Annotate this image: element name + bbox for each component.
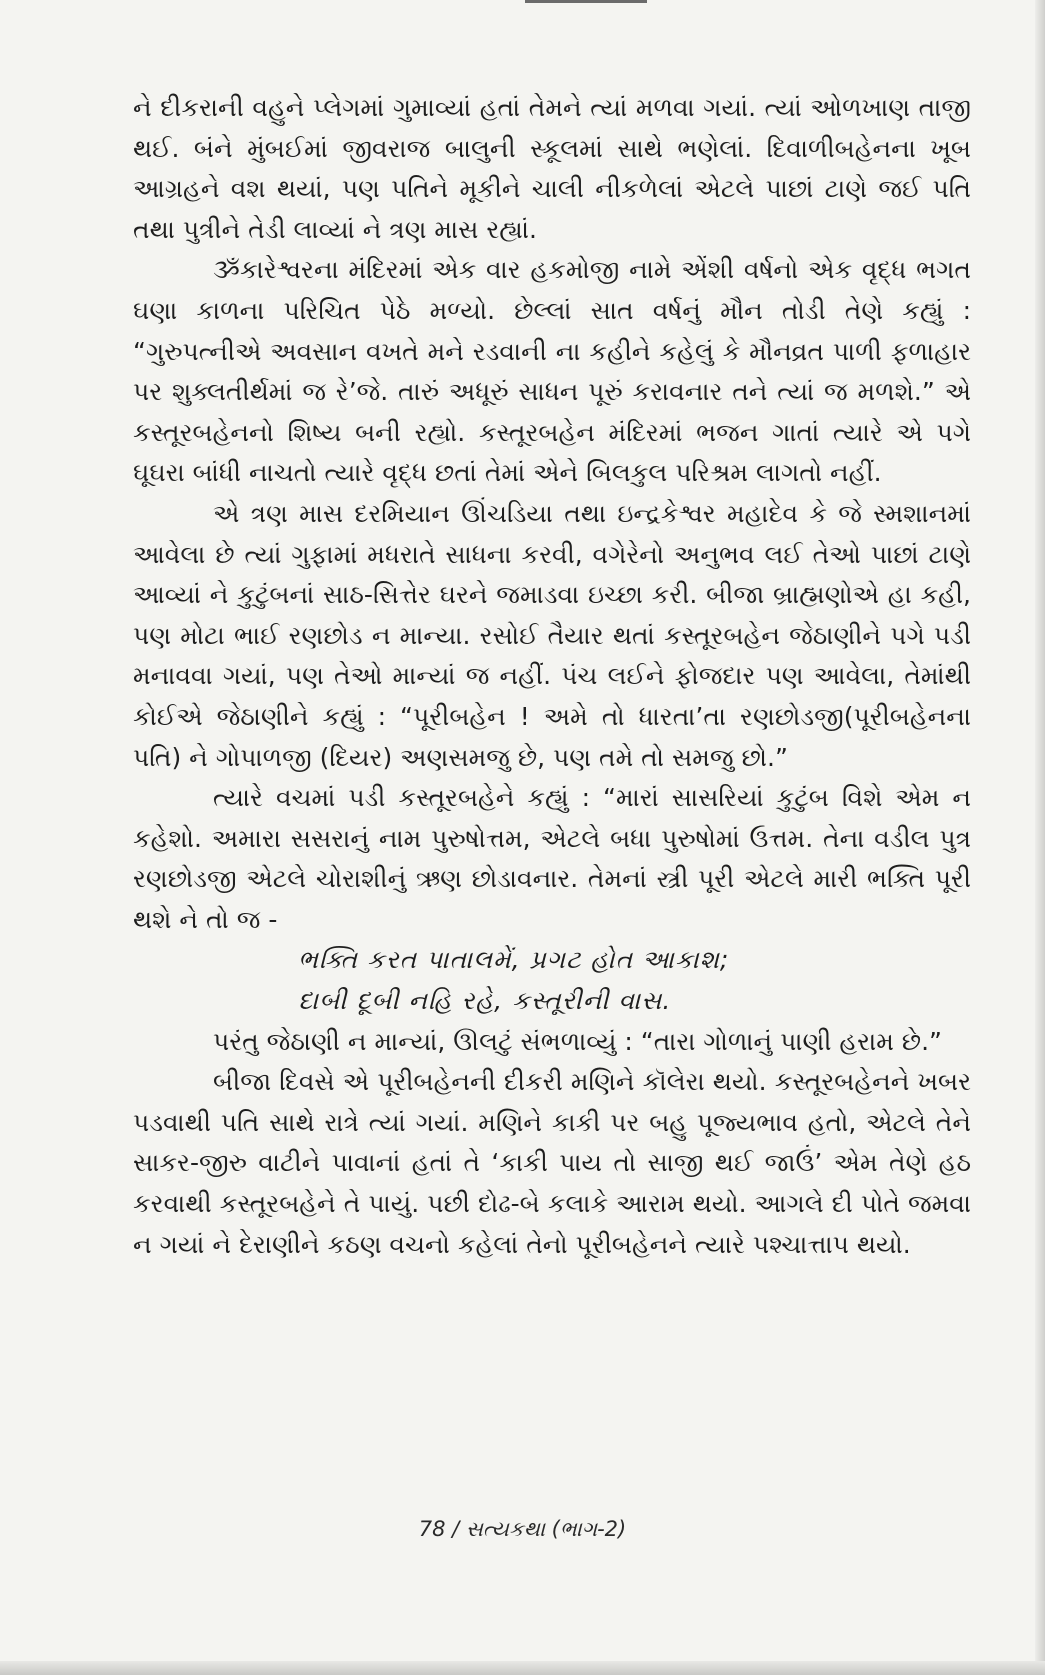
page-footer: 78 / સત્યકથા (ભાગ-2) (418, 1517, 627, 1541)
verse-line-1: ભક્તિ કરત પાતાલમેં, પ્રગટ હોત આકાશ; (298, 945, 730, 975)
paragraph-1: ને દીકરાની વહુને પ્લેગમાં ગુમાવ્યાં હતાં તેમને ત્યાં મળવા ગયાં. ત્યાં ઓળખાણ તાજી થઈ. બંને મુંબઈમાં જીવરાજ બાલુની સ્કૂલમાં સાથે ભણેલાં. દિવાળીબહેનના ખૂબ આગ્રહને વશ થયાં, પણ પતિને મૂકીને ચાલી નીકળેલાં એટલે પાછાં ટાણે જઈ પતિ તથા પુત્રીને તેડી લાવ્યાં ને ત્રણ માસ રહ્યાં. (133, 93, 971, 244)
page-edge-shadow-bottom (0, 1661, 1045, 1675)
body-text (133, 88, 971, 1265)
paragraph-3: એ ત્રણ માસ દરમિયાન ઊંચડિયા તથા ઇન્દ્રકેશ્વર મહાદેવ કે જે સ્મશાનમાં આવેલા છે ત્યાં ગુફામાં મધરાતે સાધના કરવી, વગેરેનો અનુભવ લઈ તેઓ પાછાં ટાણે આવ્યાં ને કુટુંબનાં સાઠ-સિત્તેર ઘરને જમાડવા ઇચ્છા કરી. બીજા બ્રાહ્મણોએ હા કહી, પણ મોટા ભાઈ રણછોડ ન માન્યા. રસોઈ તૈયાર થતાં કસ્તૂરબહેન જેઠાણીને પગે પડી મનાવવા ગયાં, પણ તેઓ માન્યાં જ નહીં. પંચ લઈને ફોજદાર પણ આવેલા, તેમાંથી કોઈએ જેઠાણીને કહ્યું : “પૂરીબહેન ! અમે તો ધારતા’તા રણછોડજી(પૂરીબહેનના પતિ) ને ગોપાળજી (દિયર) અણસમજુ છે, પણ તમે તો સમજુ છો.” (133, 498, 971, 772)
paragraph-6: બીજા દિવસે એ પૂરીબહેનની દીકરી મણિને કૉલેરા થયો. કસ્તૂરબહેનને ખબર પડવાથી પતિ સાથે રાત્રે ત્યાં ગયાં. મણિને કાકી પર બહુ પૂજ્યભાવ હતો, એટલે તેને સાકર-જીરુ વાટીને પાવાનાં હતાં તે ‘કાકી પાય તો સાજી થઈ જાઉં’ એમ તેણે હઠ કરવાથી કસ્તૂરબહેને તે પાયું. પછી દોઢ-બે કલાકે આરામ થયો. આગલે દી પોતે જમવા ન ગયાં ને દેરાણીને કઠણ વચનો કહેલાં તેનો પૂરીબહેનને ત્યારે પશ્ચાત્તાપ થયો. (133, 1067, 971, 1259)
page-edge-shadow-right (1035, 0, 1045, 1675)
paragraph-2: ૐકારેશ્વરના મંદિરમાં એક વાર હકમોજી નામે એંશી વર્ષનો એક વૃદ્ધ ભગત ઘણા કાળના પરિચિત પેઠે મળ્યો. છેલ્લાં સાત વર્ષનું મૌન તોડી તેણે કહ્યું : “ગુરુપત્નીએ અવસાન વખતે મને રડવાની ના કહીને કહેલું કે મૌનવ્રત પાળી ફળાહાર પર શુક્લતીર્થમાં જ રે’જે. તારું અધૂરું સાધન પૂરું કરાવનાર તને ત્યાં જ મળશે.” એ કસ્તૂરબહેનનો શિષ્ય બની રહ્યો. કસ્તૂરબહેન મંદિરમાં ભજન ગાતાં ત્યારે એ પગે ઘૂઘરા બાંધી નાચતો ત્યારે વૃદ્ધ છતાં તેમાં એને બિલકુલ પરિશ્રમ લાગતો નહીં. (133, 255, 971, 488)
paragraph-5: પરંતુ જેઠાણી ન માન્યાં, ઊલટું સંભળાવ્યું : “તારા ગોળાનું પાણી હરામ છે.” (213, 1026, 943, 1056)
paragraph-4: ત્યારે વચમાં પડી કસ્તૂરબહેને કહ્યું : “મારાં સાસરિયાં કુટુંબ વિશે એમ ન કહેશો. અમારા સસરાનું નામ પુરુષોત્તમ, એટલે બધા પુરુષોમાં ઉત્તમ. તેના વડીલ પુત્ર રણછોડજી એટલે ચોરાશીનું ઋણ છોડાવનાર. તેમનાં સ્ત્રી પૂરી એટલે મારી ભક્તિ પૂરી થશે ને તો જ - (133, 783, 971, 934)
verse-line-2: દાબી દૂબી નહિ રહે, કસ્તૂરીની વાસ. (298, 986, 672, 1016)
top-edge-mark (525, 0, 647, 3)
